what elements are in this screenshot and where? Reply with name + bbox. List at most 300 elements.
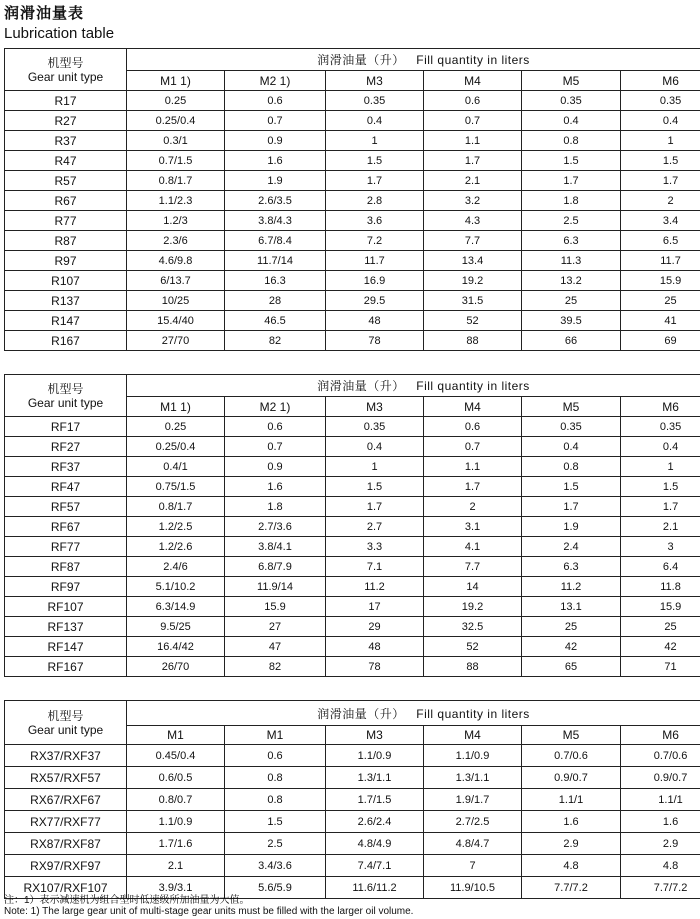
oil-quantity-cell: 1.1 bbox=[424, 131, 522, 151]
oil-quantity-cell: 1.7/1.6 bbox=[127, 833, 225, 855]
oil-quantity-cell: 1.5 bbox=[225, 811, 326, 833]
oil-quantity-cell: 0.75/1.5 bbox=[127, 477, 225, 497]
oil-quantity-cell: 11.7 bbox=[621, 251, 700, 271]
oil-quantity-cell: 0.6 bbox=[424, 417, 522, 437]
oil-quantity-cell: 16.4/42 bbox=[127, 637, 225, 657]
oil-quantity-cell: 6.5 bbox=[621, 231, 700, 251]
oil-quantity-cell: 2.7 bbox=[326, 517, 424, 537]
oil-quantity-cell: 15.9 bbox=[621, 597, 700, 617]
oil-quantity-cell: 2.1 bbox=[127, 855, 225, 877]
oil-quantity-cell: 13.4 bbox=[424, 251, 522, 271]
oil-quantity-cell: 6.8/7.9 bbox=[225, 557, 326, 577]
oil-quantity-cell: 1.3/1.1 bbox=[424, 767, 522, 789]
oil-quantity-cell: 0.9 bbox=[225, 457, 326, 477]
oil-quantity-cell: 0.35 bbox=[522, 417, 621, 437]
oil-quantity-cell: 11.9/10.5 bbox=[424, 877, 522, 899]
oil-quantity-cell: 0.6/0.5 bbox=[127, 767, 225, 789]
oil-quantity-cell: 82 bbox=[225, 657, 326, 677]
oil-quantity-cell: 1.1/2.3 bbox=[127, 191, 225, 211]
gear-unit-model: RF47 bbox=[5, 477, 127, 497]
oil-quantity-cell: 0.4 bbox=[621, 111, 700, 131]
gear-unit-model: RF167 bbox=[5, 657, 127, 677]
oil-quantity-cell: 41 bbox=[621, 311, 700, 331]
oil-quantity-cell: 1.1/1 bbox=[621, 789, 700, 811]
gear-unit-model: R57 bbox=[5, 171, 127, 191]
gear-unit-type-cn: 机型号 bbox=[47, 708, 84, 723]
oil-quantity-cell: 1.1/1 bbox=[522, 789, 621, 811]
oil-quantity-cell: 2.1 bbox=[424, 171, 522, 191]
table-row bbox=[5, 557, 700, 577]
oil-quantity-cell: 3.9/3.1 bbox=[127, 877, 225, 899]
table-row bbox=[5, 497, 700, 517]
gear-unit-model: RX107/RXF107 bbox=[5, 877, 127, 899]
table-row bbox=[5, 811, 700, 833]
oil-quantity-cell: 1.7 bbox=[522, 497, 621, 517]
mounting-position-header: M2 1) bbox=[225, 397, 326, 417]
lubrication-table-rx bbox=[4, 700, 700, 899]
gear-unit-model: R37 bbox=[5, 131, 127, 151]
gear-unit-model: RF137 bbox=[5, 617, 127, 637]
oil-quantity-cell: 0.9/0.7 bbox=[522, 767, 621, 789]
gear-unit-type-header bbox=[5, 375, 127, 417]
oil-quantity-cell: 1.1 bbox=[424, 457, 522, 477]
oil-quantity-cell: 48 bbox=[326, 311, 424, 331]
gear-unit-model: RX37/RXF37 bbox=[5, 745, 127, 767]
gear-unit-model: R17 bbox=[5, 91, 127, 111]
oil-quantity-cell: 0.4 bbox=[326, 111, 424, 131]
oil-quantity-cell: 0.7/0.6 bbox=[522, 745, 621, 767]
table-row bbox=[5, 331, 700, 351]
oil-quantity-cell: 7.7 bbox=[424, 557, 522, 577]
oil-quantity-cell: 9.5/25 bbox=[127, 617, 225, 637]
oil-quantity-cell: 1.9/1.7 bbox=[424, 789, 522, 811]
oil-quantity-cell: 78 bbox=[326, 657, 424, 677]
oil-quantity-cell: 1.7 bbox=[621, 171, 700, 191]
oil-quantity-cell: 71 bbox=[621, 657, 700, 677]
fill-quantity-header: 润滑油量（升） Fill quantity in liters bbox=[127, 701, 700, 726]
oil-quantity-cell: 0.6 bbox=[225, 91, 326, 111]
oil-quantity-cell: 2 bbox=[621, 191, 700, 211]
mounting-position-header: M3 bbox=[326, 397, 424, 417]
gear-unit-model: R77 bbox=[5, 211, 127, 231]
oil-quantity-cell: 3.4 bbox=[621, 211, 700, 231]
table-row bbox=[5, 637, 700, 657]
oil-quantity-cell: 31.5 bbox=[424, 291, 522, 311]
table-row bbox=[5, 291, 700, 311]
oil-quantity-cell: 27/70 bbox=[127, 331, 225, 351]
oil-quantity-cell: 0.9/0.7 bbox=[621, 767, 700, 789]
oil-quantity-cell: 11.2 bbox=[522, 577, 621, 597]
gear-unit-model: RX57/RXF57 bbox=[5, 767, 127, 789]
oil-quantity-cell: 0.6 bbox=[225, 745, 326, 767]
oil-quantity-cell: 88 bbox=[424, 657, 522, 677]
oil-quantity-cell: 1.6 bbox=[225, 477, 326, 497]
gear-unit-model: RF57 bbox=[5, 497, 127, 517]
mounting-position-header: M1 1) bbox=[127, 71, 225, 91]
gear-unit-model: RF97 bbox=[5, 577, 127, 597]
fill-quantity-header: 润滑油量（升） Fill quantity in liters bbox=[127, 375, 700, 397]
gear-unit-type-header bbox=[5, 701, 127, 745]
oil-quantity-cell: 10/25 bbox=[127, 291, 225, 311]
oil-quantity-cell: 42 bbox=[621, 637, 700, 657]
oil-quantity-cell: 82 bbox=[225, 331, 326, 351]
oil-quantity-cell: 1.5 bbox=[621, 477, 700, 497]
oil-quantity-cell: 2.4 bbox=[522, 537, 621, 557]
mounting-position-header: M4 bbox=[424, 397, 522, 417]
oil-quantity-cell: 25 bbox=[621, 617, 700, 637]
table-row bbox=[5, 657, 700, 677]
oil-quantity-cell: 0.35 bbox=[621, 417, 700, 437]
gear-unit-model: RF147 bbox=[5, 637, 127, 657]
table-row bbox=[5, 477, 700, 497]
oil-quantity-cell: 42 bbox=[522, 637, 621, 657]
gear-unit-model: RX77/RXF77 bbox=[5, 811, 127, 833]
lubrication-table-rf bbox=[4, 374, 700, 677]
table-row bbox=[5, 171, 700, 191]
table-row bbox=[5, 617, 700, 637]
oil-quantity-cell: 0.4 bbox=[621, 437, 700, 457]
oil-quantity-cell: 1.9 bbox=[225, 171, 326, 191]
table-row bbox=[5, 537, 700, 557]
oil-quantity-cell: 1.3/1.1 bbox=[326, 767, 424, 789]
table-row bbox=[5, 271, 700, 291]
oil-quantity-cell: 46.5 bbox=[225, 311, 326, 331]
mounting-position-header: M6 bbox=[621, 726, 700, 745]
oil-quantity-cell: 11.9/14 bbox=[225, 577, 326, 597]
mounting-position-header: M5 bbox=[522, 397, 621, 417]
oil-quantity-cell: 2.8 bbox=[326, 191, 424, 211]
oil-quantity-cell: 11.6/11.2 bbox=[326, 877, 424, 899]
oil-quantity-cell: 4.8 bbox=[522, 855, 621, 877]
table-row bbox=[5, 517, 700, 537]
oil-quantity-cell: 25 bbox=[522, 291, 621, 311]
oil-quantity-cell: 27 bbox=[225, 617, 326, 637]
oil-quantity-cell: 7.1 bbox=[326, 557, 424, 577]
table-row bbox=[5, 437, 700, 457]
oil-quantity-cell: 19.2 bbox=[424, 597, 522, 617]
oil-quantity-cell: 0.4 bbox=[522, 437, 621, 457]
oil-quantity-cell: 15.4/40 bbox=[127, 311, 225, 331]
gear-unit-model: R87 bbox=[5, 231, 127, 251]
oil-quantity-cell: 13.1 bbox=[522, 597, 621, 617]
oil-quantity-cell: 1.7/1.5 bbox=[326, 789, 424, 811]
oil-quantity-cell: 6.4 bbox=[621, 557, 700, 577]
oil-quantity-cell: 3.2 bbox=[424, 191, 522, 211]
gear-unit-model: R47 bbox=[5, 151, 127, 171]
oil-quantity-cell: 28 bbox=[225, 291, 326, 311]
oil-quantity-cell: 1.2/2.6 bbox=[127, 537, 225, 557]
oil-quantity-cell: 69 bbox=[621, 331, 700, 351]
oil-quantity-cell: 3.4/3.6 bbox=[225, 855, 326, 877]
page-title-en: Lubrication table bbox=[4, 25, 115, 42]
oil-quantity-cell: 14 bbox=[424, 577, 522, 597]
oil-quantity-cell: 0.25 bbox=[127, 91, 225, 111]
fill-quantity-header: 润滑油量（升） Fill quantity in liters bbox=[127, 49, 700, 71]
mounting-position-header: M4 bbox=[424, 71, 522, 91]
oil-quantity-cell: 11.7 bbox=[326, 251, 424, 271]
oil-quantity-cell: 1.7 bbox=[326, 171, 424, 191]
table-row bbox=[5, 111, 700, 131]
oil-quantity-cell: 1.7 bbox=[326, 497, 424, 517]
oil-quantity-cell: 7.4/7.1 bbox=[326, 855, 424, 877]
oil-quantity-cell: 7.2 bbox=[326, 231, 424, 251]
oil-quantity-cell: 13.2 bbox=[522, 271, 621, 291]
oil-quantity-cell: 11.3 bbox=[522, 251, 621, 271]
oil-quantity-cell: 3.8/4.1 bbox=[225, 537, 326, 557]
footnote-en: Note: 1) The large gear unit of multi-stage gear units must be filled with the larger oil volume. bbox=[4, 906, 414, 917]
oil-quantity-cell: 0.7 bbox=[225, 111, 326, 131]
oil-quantity-cell: 39.5 bbox=[522, 311, 621, 331]
oil-quantity-cell: 4.1 bbox=[424, 537, 522, 557]
oil-quantity-cell: 1.9 bbox=[522, 517, 621, 537]
oil-quantity-cell: 0.4 bbox=[522, 111, 621, 131]
oil-quantity-cell: 2.5 bbox=[225, 833, 326, 855]
oil-quantity-cell: 11.7/14 bbox=[225, 251, 326, 271]
oil-quantity-cell: 1 bbox=[621, 457, 700, 477]
oil-quantity-cell: 0.35 bbox=[326, 91, 424, 111]
oil-quantity-cell: 0.45/0.4 bbox=[127, 745, 225, 767]
oil-quantity-cell: 0.7 bbox=[424, 111, 522, 131]
oil-quantity-cell: 52 bbox=[424, 311, 522, 331]
oil-quantity-cell: 66 bbox=[522, 331, 621, 351]
oil-quantity-cell: 5.1/10.2 bbox=[127, 577, 225, 597]
gear-unit-model: RF17 bbox=[5, 417, 127, 437]
table-row bbox=[5, 745, 700, 767]
oil-quantity-cell: 0.8/0.7 bbox=[127, 789, 225, 811]
oil-quantity-cell: 2.7/3.6 bbox=[225, 517, 326, 537]
oil-quantity-cell: 2.4/6 bbox=[127, 557, 225, 577]
oil-quantity-cell: 4.8/4.9 bbox=[326, 833, 424, 855]
oil-quantity-cell: 16.3 bbox=[225, 271, 326, 291]
oil-quantity-cell: 19.2 bbox=[424, 271, 522, 291]
oil-quantity-cell: 7.7/7.2 bbox=[621, 877, 700, 899]
mounting-position-header: M3 bbox=[326, 71, 424, 91]
oil-quantity-cell: 0.8 bbox=[225, 767, 326, 789]
oil-quantity-cell: 4.8 bbox=[621, 855, 700, 877]
gear-unit-type-en: Gear unit type bbox=[27, 69, 104, 84]
gear-unit-model: RF77 bbox=[5, 537, 127, 557]
gear-unit-model: RF107 bbox=[5, 597, 127, 617]
oil-quantity-cell: 1.5 bbox=[522, 151, 621, 171]
oil-quantity-cell: 0.25/0.4 bbox=[127, 437, 225, 457]
mounting-position-header: M2 1) bbox=[225, 71, 326, 91]
oil-quantity-cell: 1.6 bbox=[621, 811, 700, 833]
gear-unit-model: RX67/RXF67 bbox=[5, 789, 127, 811]
oil-quantity-cell: 1.1/0.9 bbox=[424, 745, 522, 767]
table-row bbox=[5, 231, 700, 251]
oil-quantity-cell: 1.8 bbox=[522, 191, 621, 211]
table-row bbox=[5, 855, 700, 877]
oil-quantity-cell: 48 bbox=[326, 637, 424, 657]
oil-quantity-cell: 6.3 bbox=[522, 231, 621, 251]
oil-quantity-cell: 1 bbox=[326, 131, 424, 151]
oil-quantity-cell: 1.6 bbox=[225, 151, 326, 171]
oil-quantity-cell: 0.35 bbox=[621, 91, 700, 111]
oil-quantity-cell: 6.3 bbox=[522, 557, 621, 577]
oil-quantity-cell: 0.7/0.6 bbox=[621, 745, 700, 767]
page-title-cn: 润滑油量表 bbox=[4, 5, 85, 22]
gear-unit-model: R97 bbox=[5, 251, 127, 271]
oil-quantity-cell: 2.6/3.5 bbox=[225, 191, 326, 211]
oil-quantity-cell: 7 bbox=[424, 855, 522, 877]
oil-quantity-cell: 0.9 bbox=[225, 131, 326, 151]
oil-quantity-cell: 1.5 bbox=[326, 151, 424, 171]
oil-quantity-cell: 4.3 bbox=[424, 211, 522, 231]
oil-quantity-cell: 1.7 bbox=[522, 171, 621, 191]
gear-unit-model: R107 bbox=[5, 271, 127, 291]
oil-quantity-cell: 1.7 bbox=[621, 497, 700, 517]
table-row bbox=[5, 789, 700, 811]
mounting-position-header: M5 bbox=[522, 726, 621, 745]
oil-quantity-cell: 11.8 bbox=[621, 577, 700, 597]
table-row bbox=[5, 311, 700, 331]
oil-quantity-cell: 29.5 bbox=[326, 291, 424, 311]
oil-quantity-cell: 7.7 bbox=[424, 231, 522, 251]
oil-quantity-cell: 1.2/2.5 bbox=[127, 517, 225, 537]
oil-quantity-cell: 3.1 bbox=[424, 517, 522, 537]
mounting-position-header: M3 bbox=[326, 726, 424, 745]
table-row bbox=[5, 833, 700, 855]
oil-quantity-cell: 1 bbox=[326, 457, 424, 477]
gear-unit-model: RX87/RXF87 bbox=[5, 833, 127, 855]
oil-quantity-cell: 0.6 bbox=[225, 417, 326, 437]
oil-quantity-cell: 0.7 bbox=[424, 437, 522, 457]
table-row bbox=[5, 131, 700, 151]
gear-unit-model: RF87 bbox=[5, 557, 127, 577]
gear-unit-model: R27 bbox=[5, 111, 127, 131]
lubrication-table-r bbox=[4, 48, 700, 351]
mounting-position-header: M1 1) bbox=[127, 397, 225, 417]
oil-quantity-cell: 0.25 bbox=[127, 417, 225, 437]
oil-quantity-cell: 0.4/1 bbox=[127, 457, 225, 477]
oil-quantity-cell: 7.7/7.2 bbox=[522, 877, 621, 899]
oil-quantity-cell: 1.2/3 bbox=[127, 211, 225, 231]
mounting-position-header: M6 bbox=[621, 71, 700, 91]
gear-unit-model: RF67 bbox=[5, 517, 127, 537]
oil-quantity-cell: 2.9 bbox=[522, 833, 621, 855]
gear-unit-type-cn: 机型号 bbox=[47, 381, 84, 396]
oil-quantity-cell: 2.9 bbox=[621, 833, 700, 855]
oil-quantity-cell: 65 bbox=[522, 657, 621, 677]
oil-quantity-cell: 0.8 bbox=[522, 457, 621, 477]
gear-unit-type-en: Gear unit type bbox=[27, 395, 104, 410]
oil-quantity-cell: 16.9 bbox=[326, 271, 424, 291]
oil-quantity-cell: 5.6/5.9 bbox=[225, 877, 326, 899]
oil-quantity-cell: 2 bbox=[424, 497, 522, 517]
oil-quantity-cell: 32.5 bbox=[424, 617, 522, 637]
gear-unit-model: R147 bbox=[5, 311, 127, 331]
oil-quantity-cell: 0.8/1.7 bbox=[127, 497, 225, 517]
oil-quantity-cell: 17 bbox=[326, 597, 424, 617]
table-row bbox=[5, 417, 700, 437]
mounting-position-header: M5 bbox=[522, 71, 621, 91]
gear-unit-model: R167 bbox=[5, 331, 127, 351]
oil-quantity-cell: 88 bbox=[424, 331, 522, 351]
oil-quantity-cell: 0.8 bbox=[522, 131, 621, 151]
table-row bbox=[5, 151, 700, 171]
oil-quantity-cell: 1.5 bbox=[522, 477, 621, 497]
table-row bbox=[5, 211, 700, 231]
oil-quantity-cell: 0.3/1 bbox=[127, 131, 225, 151]
oil-quantity-cell: 2.7/2.5 bbox=[424, 811, 522, 833]
oil-quantity-cell: 25 bbox=[621, 291, 700, 311]
oil-quantity-cell: 1.7 bbox=[424, 151, 522, 171]
table-row bbox=[5, 251, 700, 271]
mounting-position-header: M1 bbox=[127, 726, 225, 745]
oil-quantity-cell: 0.6 bbox=[424, 91, 522, 111]
table-row bbox=[5, 91, 700, 111]
oil-quantity-cell: 2.3/6 bbox=[127, 231, 225, 251]
oil-quantity-cell: 0.7/1.5 bbox=[127, 151, 225, 171]
oil-quantity-cell: 3.8/4.3 bbox=[225, 211, 326, 231]
oil-quantity-cell: 0.8/1.7 bbox=[127, 171, 225, 191]
oil-quantity-cell: 6.7/8.4 bbox=[225, 231, 326, 251]
oil-quantity-cell: 11.2 bbox=[326, 577, 424, 597]
oil-quantity-cell: 0.35 bbox=[522, 91, 621, 111]
mounting-position-header: M4 bbox=[424, 726, 522, 745]
oil-quantity-cell: 6/13.7 bbox=[127, 271, 225, 291]
oil-quantity-cell: 0.35 bbox=[326, 417, 424, 437]
oil-quantity-cell: 1.8 bbox=[225, 497, 326, 517]
oil-quantity-cell: 15.9 bbox=[225, 597, 326, 617]
oil-quantity-cell: 2.6/2.4 bbox=[326, 811, 424, 833]
gear-unit-model: R137 bbox=[5, 291, 127, 311]
oil-quantity-cell: 0.4 bbox=[326, 437, 424, 457]
oil-quantity-cell: 4.6/9.8 bbox=[127, 251, 225, 271]
gear-unit-model: RF27 bbox=[5, 437, 127, 457]
oil-quantity-cell: 0.7 bbox=[225, 437, 326, 457]
oil-quantity-cell: 26/70 bbox=[127, 657, 225, 677]
gear-unit-type-cn: 机型号 bbox=[47, 55, 84, 70]
gear-unit-model: RF37 bbox=[5, 457, 127, 477]
mounting-position-header: M6 bbox=[621, 397, 700, 417]
oil-quantity-cell: 4.8/4.7 bbox=[424, 833, 522, 855]
oil-quantity-cell: 1.5 bbox=[621, 151, 700, 171]
oil-quantity-cell: 1 bbox=[621, 131, 700, 151]
gear-unit-type-en: Gear unit type bbox=[27, 722, 104, 737]
mounting-position-header: M1 bbox=[225, 726, 326, 745]
table-row bbox=[5, 191, 700, 211]
oil-quantity-cell: 1.5 bbox=[326, 477, 424, 497]
oil-quantity-cell: 1.7 bbox=[424, 477, 522, 497]
oil-quantity-cell: 2.1 bbox=[621, 517, 700, 537]
oil-quantity-cell: 29 bbox=[326, 617, 424, 637]
gear-unit-type-header bbox=[5, 49, 127, 91]
oil-quantity-cell: 3.3 bbox=[326, 537, 424, 557]
footnote-cn: 注：1）表示减速机为组合型时低速级所加油量为大值。 bbox=[4, 895, 250, 906]
oil-quantity-cell: 1.1/0.9 bbox=[127, 811, 225, 833]
oil-quantity-cell: 2.5 bbox=[522, 211, 621, 231]
table-row bbox=[5, 457, 700, 477]
oil-quantity-cell: 3.6 bbox=[326, 211, 424, 231]
gear-unit-model: RX97/RXF97 bbox=[5, 855, 127, 877]
oil-quantity-cell: 0.8 bbox=[225, 789, 326, 811]
oil-quantity-cell: 52 bbox=[424, 637, 522, 657]
oil-quantity-cell: 1.6 bbox=[522, 811, 621, 833]
oil-quantity-cell: 47 bbox=[225, 637, 326, 657]
oil-quantity-cell: 25 bbox=[522, 617, 621, 637]
gear-unit-model: R67 bbox=[5, 191, 127, 211]
oil-quantity-cell: 6.3/14.9 bbox=[127, 597, 225, 617]
oil-quantity-cell: 15.9 bbox=[621, 271, 700, 291]
oil-quantity-cell: 0.25/0.4 bbox=[127, 111, 225, 131]
oil-quantity-cell: 3 bbox=[621, 537, 700, 557]
oil-quantity-cell: 78 bbox=[326, 331, 424, 351]
table-row bbox=[5, 577, 700, 597]
table-row bbox=[5, 597, 700, 617]
table-row bbox=[5, 767, 700, 789]
oil-quantity-cell: 1.1/0.9 bbox=[326, 745, 424, 767]
